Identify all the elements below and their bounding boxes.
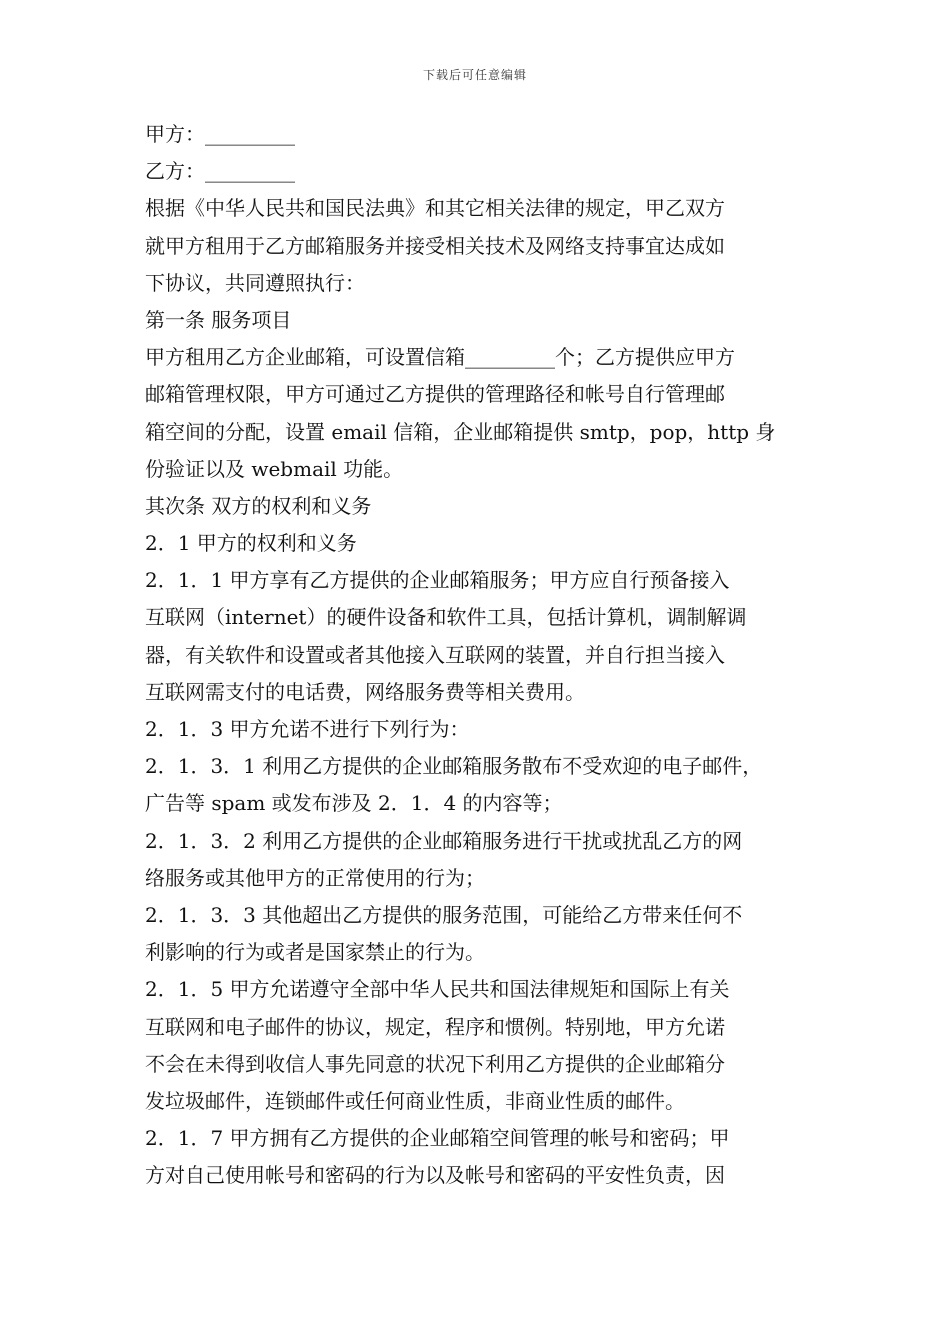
paragraph-line: 互联网（internet）的硬件设备和软件工具，包括计算机，调制解调 (145, 605, 747, 630)
header-note: 下载后可任意编辑 (422, 68, 527, 82)
paragraph-line: 份验证以及 webmail 功能。 (145, 456, 404, 481)
paragraph-line: 2．1．1 甲方享有乙方提供的企业邮箱服务；甲方应自行预备接入 (145, 568, 730, 593)
section-heading: 第一条 服务项目 (145, 307, 292, 332)
paragraph-line: 络服务或其他甲方的正常使用的行为； (145, 865, 485, 890)
paragraph-line: 就甲方租用于乙方邮箱服务并接受相关技术及网络支持事宜达成如 (145, 233, 725, 258)
contract-body (145, 116, 813, 1194)
paragraph-line: 广告等 spam 或发布涉及 2．1．4 的内容等； (145, 791, 563, 816)
paragraph-line: 器，有关软件和设置或者其他接入互联网的装置，并自行担当接入 (145, 642, 725, 667)
paragraph-line: 方对自己使用帐号和密码的行为以及帐号和密码的平安性负责，因 (145, 1163, 725, 1188)
paragraph-line: 2．1．5 甲方允诺遵守全部中华人民共和国法律规矩和国际上有关 (145, 977, 730, 1002)
paragraph-line: 利影响的行为或者是国家禁止的行为。 (145, 940, 485, 965)
paragraph-line: 互联网需支付的电话费，网络服务费等相关费用。 (145, 679, 585, 704)
paragraph-line: 不会在未得到收信人事先同意的状况下利用乙方提供的企业邮箱分 (145, 1051, 725, 1076)
paragraph-line: 甲方租用乙方企业邮箱，可设置信箱_________个；乙方提供应甲方 (145, 345, 735, 370)
paragraph-line: 根据《中华人民共和国民法典》和其它相关法律的规定，甲乙双方 (145, 196, 725, 221)
subsection-heading: 2．1 甲方的权利和义务 (145, 531, 357, 556)
party-b-line: 乙方：_________ (145, 159, 295, 184)
paragraph-line: 2．1．3．3 其他超出乙方提供的服务范围，可能给乙方带来任何不 (145, 902, 743, 927)
paragraph-line: 邮箱管理权限，甲方可通过乙方提供的管理路径和帐号自行管理邮 (145, 382, 725, 407)
paragraph-line: 2．1．3．1 利用乙方提供的企业邮箱服务散布不受欢迎的电子邮件， (145, 754, 763, 779)
paragraph-line: 发垃圾邮件，连锁邮件或任何商业性质，非商业性质的邮件。 (145, 1088, 685, 1113)
paragraph-line: 2．1．7 甲方拥有乙方提供的企业邮箱空间管理的帐号和密码；甲 (145, 1126, 730, 1151)
paragraph-line: 互联网和电子邮件的协议，规定，程序和惯例。特别地，甲方允诺 (145, 1014, 725, 1039)
party-a-line: 甲方：_________ (145, 122, 295, 146)
paragraph-line: 箱空间的分配，设置 email 信箱，企业邮箱提供 smtp，pop，http 身 (145, 419, 776, 444)
paragraph-line: 2．1．3 甲方允诺不进行下列行为： (145, 717, 470, 741)
section-heading: 其次条 双方的权利和义务 (145, 493, 372, 518)
paragraph-line: 下协议，共同遵照执行： (145, 270, 365, 295)
paragraph-line: 2．1．3．2 利用乙方提供的企业邮箱服务进行干扰或扰乱乙方的网 (145, 828, 743, 853)
